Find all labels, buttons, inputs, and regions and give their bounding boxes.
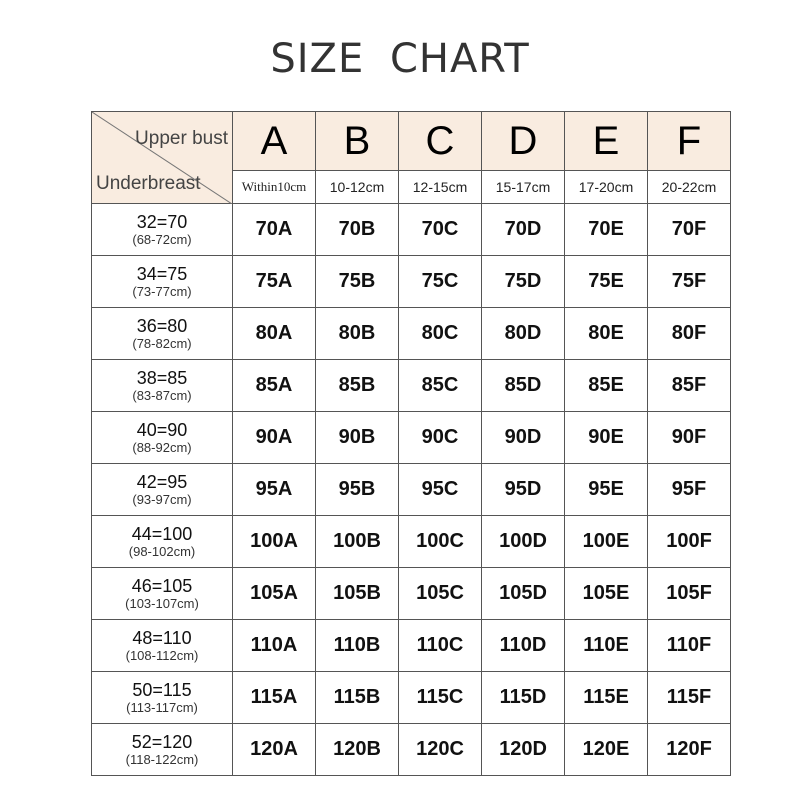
size-cell: 80C — [399, 308, 482, 360]
size-rows — [92, 204, 731, 776]
band-size-label: 36=80 — [136, 315, 188, 336]
size-cell: 75E — [565, 256, 648, 308]
cup-range-e: 17-20cm — [565, 171, 648, 204]
size-cell: 105A — [233, 568, 316, 620]
size-cell: 85D — [482, 360, 565, 412]
size-cell: 95B — [316, 464, 399, 516]
size-cell: 115D — [482, 672, 565, 724]
size-cell: 120D — [482, 724, 565, 776]
band-range-label: (78-82cm) — [132, 335, 192, 351]
size-cell: 80A — [233, 308, 316, 360]
size-cell: 110B — [316, 620, 399, 672]
size-cell: 85F — [648, 360, 731, 412]
size-cell: 75D — [482, 256, 565, 308]
cup-header-row — [92, 112, 731, 171]
size-cell: 80D — [482, 308, 565, 360]
size-cell: 90E — [565, 412, 648, 464]
cup-header-b: B — [316, 112, 399, 171]
band-size-cell — [92, 256, 233, 308]
size-cell: 75C — [399, 256, 482, 308]
size-cell: 85A — [233, 360, 316, 412]
size-cell: 105C — [399, 568, 482, 620]
size-cell: 85C — [399, 360, 482, 412]
band-size-cell — [92, 412, 233, 464]
size-cell: 120E — [565, 724, 648, 776]
size-cell: 85B — [316, 360, 399, 412]
table-row — [92, 412, 731, 464]
band-size-label: 46=105 — [131, 575, 193, 596]
size-cell: 110E — [565, 620, 648, 672]
size-cell: 115C — [399, 672, 482, 724]
table-row — [92, 620, 731, 672]
table-row — [92, 568, 731, 620]
band-size-label: 32=70 — [136, 211, 188, 232]
size-cell: 100B — [316, 516, 399, 568]
size-cell: 90B — [316, 412, 399, 464]
size-cell: 105D — [482, 568, 565, 620]
size-cell: 100D — [482, 516, 565, 568]
size-cell: 90F — [648, 412, 731, 464]
table-row — [92, 204, 731, 256]
table-row — [92, 464, 731, 516]
cup-range-c: 12-15cm — [399, 171, 482, 204]
size-cell: 90C — [399, 412, 482, 464]
size-cell: 85E — [565, 360, 648, 412]
band-size-cell — [92, 360, 233, 412]
size-cell: 105F — [648, 568, 731, 620]
cup-range-a: Within10cm — [233, 171, 316, 204]
size-cell: 95C — [399, 464, 482, 516]
size-cell: 90A — [233, 412, 316, 464]
cup-header-f: F — [648, 112, 731, 171]
cup-header-d: D — [482, 112, 565, 171]
table-row — [92, 256, 731, 308]
size-cell: 120F — [648, 724, 731, 776]
band-size-cell — [92, 308, 233, 360]
band-size-cell — [92, 724, 233, 776]
band-size-label: 44=100 — [131, 523, 193, 544]
size-cell: 110A — [233, 620, 316, 672]
band-size-cell — [92, 620, 233, 672]
band-size-label: 50=115 — [132, 679, 192, 700]
band-size-label: 34=75 — [136, 263, 188, 284]
band-size-label: 40=90 — [136, 419, 188, 440]
cup-range-b: 10-12cm — [316, 171, 399, 204]
size-cell: 95D — [482, 464, 565, 516]
table-row — [92, 308, 731, 360]
cup-range-f: 20-22cm — [648, 171, 731, 204]
size-cell: 100C — [399, 516, 482, 568]
band-size-cell — [92, 464, 233, 516]
table-row — [92, 360, 731, 412]
size-cell: 95A — [233, 464, 316, 516]
band-range-label: (113-117cm) — [126, 699, 198, 715]
size-cell: 120C — [399, 724, 482, 776]
size-cell: 75A — [233, 256, 316, 308]
size-cell: 70F — [648, 204, 731, 256]
size-cell: 110C — [399, 620, 482, 672]
band-size-label: 42=95 — [136, 471, 188, 492]
cup-range-d: 15-17cm — [482, 171, 565, 204]
size-cell: 75B — [316, 256, 399, 308]
band-size-cell — [92, 516, 233, 568]
band-range-label: (83-87cm) — [132, 387, 192, 403]
size-cell: 105B — [316, 568, 399, 620]
band-range-label: (118-122cm) — [125, 751, 199, 767]
band-size-cell — [92, 672, 233, 724]
table-row — [92, 672, 731, 724]
size-cell: 70E — [565, 204, 648, 256]
band-range-label: (73-77cm) — [132, 283, 192, 299]
band-size-label: 52=120 — [131, 731, 193, 752]
band-range-label: (93-97cm) — [132, 491, 192, 507]
page-title: SIZE CHART — [270, 36, 530, 82]
band-size-label: 48=110 — [132, 627, 192, 648]
band-range-label: (68-72cm) — [132, 231, 192, 247]
cup-header-e: E — [565, 112, 648, 171]
underbreast-label: Underbreast — [96, 173, 201, 194]
band-size-label: 38=85 — [136, 367, 188, 388]
size-cell: 105E — [565, 568, 648, 620]
corner-header-cell — [92, 112, 233, 204]
size-cell: 100E — [565, 516, 648, 568]
size-cell: 70A — [233, 204, 316, 256]
band-range-label: (103-107cm) — [125, 595, 199, 611]
size-cell: 95F — [648, 464, 731, 516]
size-cell: 75F — [648, 256, 731, 308]
size-cell: 110D — [482, 620, 565, 672]
size-cell: 100A — [233, 516, 316, 568]
band-size-cell — [92, 568, 233, 620]
size-cell: 95E — [565, 464, 648, 516]
size-cell: 70D — [482, 204, 565, 256]
size-cell: 115B — [316, 672, 399, 724]
cup-header-c: C — [399, 112, 482, 171]
size-cell: 100F — [648, 516, 731, 568]
band-size-cell — [92, 204, 233, 256]
size-cell: 70C — [399, 204, 482, 256]
size-cell: 80F — [648, 308, 731, 360]
size-cell: 120B — [316, 724, 399, 776]
size-cell: 115F — [648, 672, 731, 724]
size-cell: 90D — [482, 412, 565, 464]
band-range-label: (88-92cm) — [132, 439, 192, 455]
size-cell: 115A — [233, 672, 316, 724]
size-cell: 80B — [316, 308, 399, 360]
cup-header-a: A — [233, 112, 316, 171]
size-chart-table — [91, 111, 731, 776]
size-cell: 120A — [233, 724, 316, 776]
table-row — [92, 724, 731, 776]
upper-bust-label: Upper bust — [135, 128, 228, 149]
band-range-label: (108-112cm) — [125, 647, 199, 663]
size-cell: 115E — [565, 672, 648, 724]
size-cell: 80E — [565, 308, 648, 360]
size-cell: 110F — [648, 620, 731, 672]
band-range-label: (98-102cm) — [128, 543, 196, 559]
size-cell: 70B — [316, 204, 399, 256]
table-row — [92, 516, 731, 568]
